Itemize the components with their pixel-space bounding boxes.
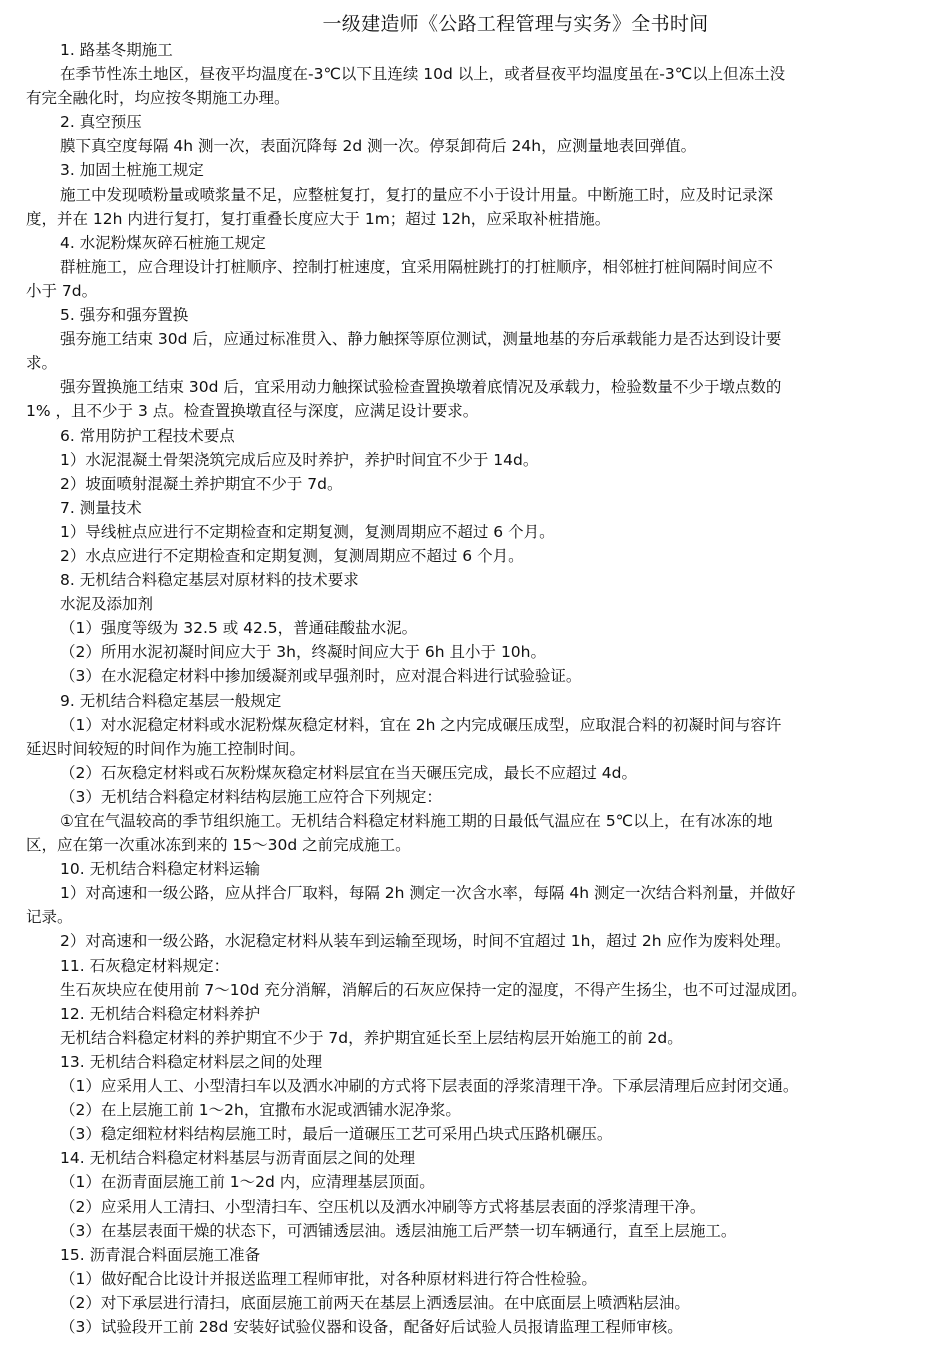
paragraph-line: 强夯置换施工结束 30d 后，宜采用动力触探试验检查置换墩着底情况及承载力，检验数量不少于墩点数的 bbox=[60, 378, 782, 397]
list-item: 2）对高速和一级公路，水泥稳定材料从装车到运输至现场，时间不宜超过 1h，超过 2h 应作为废料处理。 bbox=[60, 932, 791, 951]
list-item: （3）在基层表面干燥的状态下，可洒铺透层油。透层油施工后严禁一切车辆通行，直至上层施工。 bbox=[60, 1221, 737, 1240]
list-item: 1）水泥混凝土骨架浇筑完成后应及时养护，养护时间宜不少于 14d。 bbox=[60, 450, 539, 469]
section-heading: 2. 真空预压 bbox=[60, 113, 142, 132]
list-item: （3）在水泥稳定材料中掺加缓凝剂或早强剂时，应对混合料进行试验验证。 bbox=[60, 667, 582, 686]
paragraph-continuation: 延迟时间较短的时间作为施工控制时间。 bbox=[26, 739, 306, 758]
paragraph-line: 膜下真空度每隔 4h 测一次，表面沉降每 2d 测一次。停泵卸荷后 24h，应测量地表回弹值。 bbox=[60, 137, 697, 156]
paragraph-continuation: 小于 7d。 bbox=[26, 281, 98, 300]
document-body bbox=[26, 38, 915, 1339]
paragraph-continuation: 区，应在第一次重冰冻到来的 15～30d 之前完成施工。 bbox=[26, 836, 411, 855]
paragraph-continuation: 有完全融化时，均应按冬期施工办理。 bbox=[26, 89, 290, 108]
paragraph-line: 强夯施工结束 30d 后，应通过标准贯入、静力触探等原位测试，测量地基的夯后承载能力是否达到设计要 bbox=[60, 330, 782, 349]
paragraph-continuation: 求。 bbox=[26, 354, 58, 373]
list-item: （1）在沥青面层施工前 1～2d 内，应清理基层顶面。 bbox=[60, 1173, 435, 1192]
paragraph-line: 水泥及添加剂 bbox=[60, 595, 154, 614]
section-heading: 12. 无机结合料稳定材料养护 bbox=[60, 1004, 261, 1023]
section-heading: 15. 沥青混合料面层施工准备 bbox=[60, 1245, 261, 1264]
list-item: （2）所用水泥初凝时间应大于 3h，终凝时间应大于 6h 且小于 10h。 bbox=[60, 643, 546, 662]
section-heading: 6. 常用防护工程技术要点 bbox=[60, 426, 235, 445]
section-heading: 14. 无机结合料稳定材料基层与沥青面层之间的处理 bbox=[60, 1149, 416, 1168]
list-item: （2）在上层施工前 1～2h，宜撒布水泥或洒铺水泥净浆。 bbox=[60, 1101, 461, 1120]
list-item: （3）试验段开工前 28d 安装好试验仪器和设备，配备好后试验人员报请监理工程师审核。 bbox=[60, 1317, 683, 1336]
paragraph-line: 在季节性冻土地区，昼夜平均温度在-3℃以下且连续 10d 以上，或者昼夜平均温度虽在-3℃以上但冻土没 bbox=[60, 65, 786, 84]
section-heading: 10. 无机结合料稳定材料运输 bbox=[60, 860, 261, 879]
paragraph-line: 群桩施工，应合理设计打桩顺序、控制打桩速度，宜采用隔桩跳打的打桩顺序，相邻桩打桩间隔时间应不 bbox=[60, 257, 774, 276]
section-heading: 13. 无机结合料稳定材料层之间的处理 bbox=[60, 1052, 323, 1071]
section-heading: 1. 路基冬期施工 bbox=[60, 41, 173, 59]
paragraph-continuation: 度，并在 12h 内进行复打，复打重叠长度应大于 1m；超过 12h，应采取补桩措施。 bbox=[26, 209, 611, 228]
section-heading: 7. 测量技术 bbox=[60, 498, 142, 517]
list-item: （2）对下承层进行清扫，底面层施工前两天在基层上洒透层油。在中底面层上喷洒粘层油。 bbox=[60, 1293, 690, 1312]
list-item: （1）强度等级为 32.5 或 42.5，普通硅酸盐水泥。 bbox=[60, 619, 418, 638]
list-item: （1）应采用人工、小型清扫车以及洒水冲刷的方式将下层表面的浮浆清理干净。下承层清理后应封闭交通。 bbox=[60, 1077, 799, 1096]
paragraph-continuation: 1% ，且不少于 3 点。检查置换墩直径与深度，应满足设计要求。 bbox=[26, 402, 479, 421]
list-item: （2）应采用人工清扫、小型清扫车、空压机以及洒水冲刷等方式将基层表面的浮浆清理干净。 bbox=[60, 1197, 706, 1216]
list-item: 1）导线桩点应进行不定期检查和定期复测，复测周期应不超过 6 个月。 bbox=[60, 522, 555, 541]
list-item: ①宜在气温较高的季节组织施工。无机结合料稳定材料施工期的日最低气温应在 5℃以上，在有冰冻的地 bbox=[60, 812, 773, 830]
list-item: 2）坡面喷射混凝土养护期宜不少于 7d。 bbox=[60, 474, 343, 493]
section-heading: 3. 加固土桩施工规定 bbox=[60, 161, 204, 180]
list-item: 1）对高速和一级公路，应从拌合厂取料，每隔 2h 测定一次含水率，每隔 4h 测定一次结合料剂量，并做好 bbox=[60, 884, 796, 903]
document-title: 一级建造师《公路工程管理与实务》全书时间 bbox=[322, 13, 709, 35]
paragraph-line: 无机结合料稳定材料的养护期宜不少于 7d，养护期宜延长至上层结构层开始施工的前 2d。 bbox=[60, 1028, 683, 1047]
list-item: （3）无机结合料稳定材料结构层施工应符合下列规定： bbox=[60, 787, 442, 806]
list-item: （3）稳定细粒材料结构层施工时，最后一道碾压工艺可采用凸块式压路机碾压。 bbox=[60, 1125, 613, 1144]
section-heading: 11. 石灰稳定材料规定： bbox=[60, 956, 230, 975]
paragraph-continuation: 记录。 bbox=[26, 908, 73, 927]
section-heading: 9. 无机结合料稳定基层一般规定 bbox=[60, 691, 282, 710]
section-heading: 4. 水泥粉煤灰碎石桩施工规定 bbox=[60, 233, 266, 252]
list-item: （1）对水泥稳定材料或水泥粉煤灰稳定材料，宜在 2h 之内完成碾压成型，应取混合料的初凝时间与容许 bbox=[60, 715, 782, 734]
paragraph-line: 生石灰块应在使用前 7～10d 充分消解，消解后的石灰应保持一定的湿度，不得产生扬尘，也不可过湿成团。 bbox=[60, 980, 807, 999]
list-item: （2）石灰稳定材料或石灰粉煤灰稳定材料层宜在当天碾压完成，最长不应超过 4d。 bbox=[60, 763, 637, 782]
paragraph-line: 施工中发现喷粉量或喷浆量不足，应整桩复打，复打的量应不小于设计用量。中断施工时，应及时记录深 bbox=[60, 185, 774, 204]
list-item: （1）做好配合比设计并报送监理工程师审批，对各种原材料进行符合性检验。 bbox=[60, 1269, 597, 1288]
section-heading: 5. 强夯和强夯置换 bbox=[60, 306, 189, 325]
section-heading: 8. 无机结合料稳定基层对原材料的技术要求 bbox=[60, 571, 359, 590]
list-item: 2）水点应进行不定期检查和定期复测，复测周期应不超过 6 个月。 bbox=[60, 546, 524, 565]
